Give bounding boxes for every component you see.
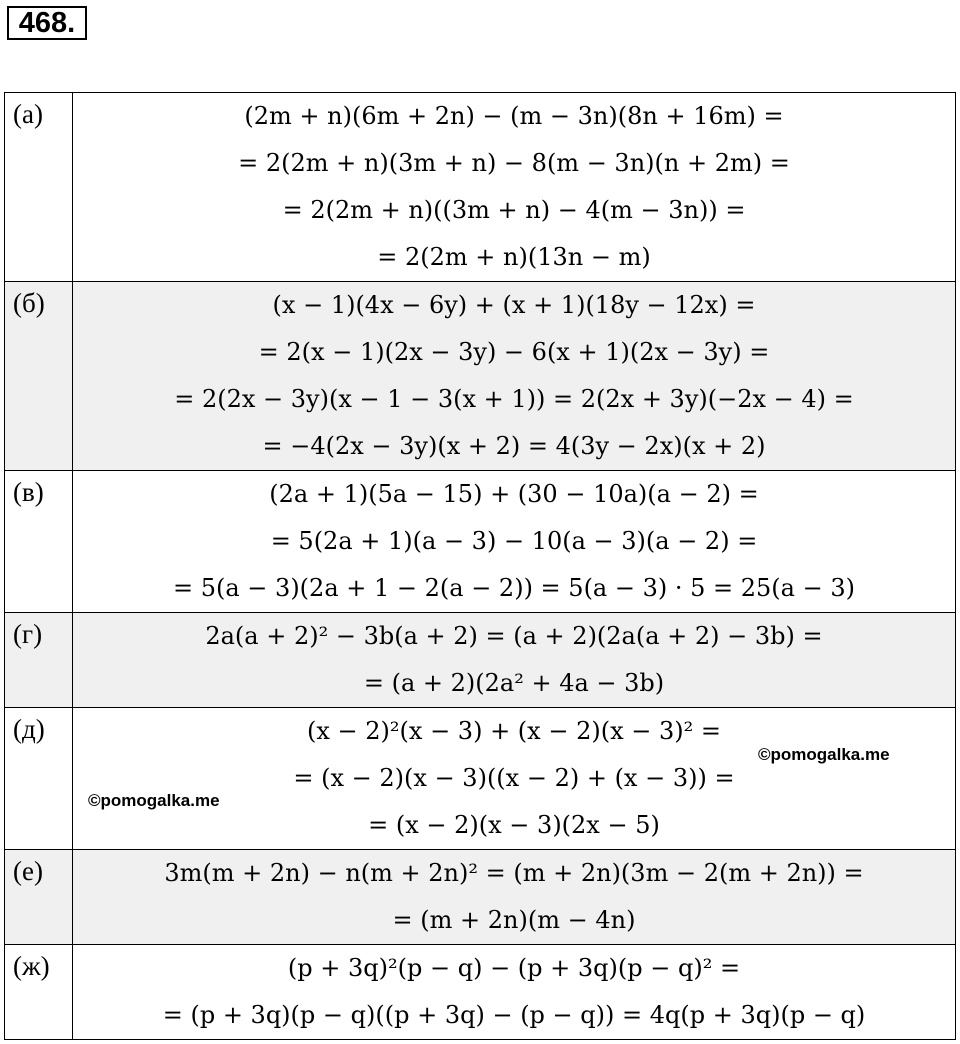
math-line: (2m + n)(6m + 2n) − (m − 3n)(8n + 16m) = bbox=[244, 102, 784, 130]
math-line: = 2(2m + n)(3m + n) − 8(m − 3n)(n + 2m) = bbox=[238, 149, 790, 177]
math-line: = 5(a − 3)(2a + 1 − 2(a − 2)) = 5(a − 3) · 5 = 25(a − 3) bbox=[173, 574, 855, 602]
math-cell bbox=[73, 282, 956, 471]
watermark: ©pomogalka.me bbox=[758, 745, 890, 764]
math-cell bbox=[73, 708, 956, 850]
math-cell bbox=[73, 93, 956, 282]
table-row bbox=[5, 850, 956, 945]
math-line: = (a + 2)(2a² + 4a − 3b) bbox=[363, 669, 665, 697]
math-line: = 2(2x − 3y)(x − 1 − 3(x + 1)) = 2(2x + 3y)(−2x − 4) = bbox=[174, 385, 854, 413]
row-label: (г) bbox=[5, 613, 73, 708]
math-line: 3m(m + 2n) − n(m + 2n)² = (m + 2n)(3m − 2(m + 2n)) = bbox=[164, 859, 864, 887]
math-line: (x − 1)(4x − 6y) + (x + 1)(18y − 12x) = bbox=[272, 291, 756, 319]
solution-table bbox=[4, 92, 956, 1040]
math-line: = (x − 2)(x − 3)((x − 2) + (x − 3)) = bbox=[293, 764, 735, 792]
math-line: = 2(x − 1)(2x − 3y) − 6(x + 1)(2x − 3y) = bbox=[258, 338, 770, 366]
watermark: ©pomogalka.me bbox=[88, 791, 220, 810]
table-row bbox=[5, 93, 956, 282]
math-line: 2a(a + 2)² − 3b(a + 2) = (a + 2)(2a(a + 2) − 3b) = bbox=[205, 622, 823, 650]
math-cell bbox=[73, 613, 956, 708]
row-label: (ж) bbox=[5, 945, 73, 1040]
row-label: (б) bbox=[5, 282, 73, 471]
math-line: = 2(2m + n)((3m + n) − 4(m − 3n)) = bbox=[282, 196, 746, 224]
math-line: (2a + 1)(5a − 15) + (30 − 10a)(a − 2) = bbox=[269, 480, 759, 508]
math-cell bbox=[73, 471, 956, 613]
row-label: (е) bbox=[5, 850, 73, 945]
math-line: = 2(2m + n)(13n − m) bbox=[377, 243, 651, 271]
row-label: (а) bbox=[5, 93, 73, 282]
math-line: = (p + 3q)(p − q)((p + 3q) − (p − q)) = 4q(p + 3q)(p − q) bbox=[162, 1001, 866, 1029]
math-cell bbox=[73, 945, 956, 1040]
math-line: = (m + 2n)(m − 4n) bbox=[392, 906, 636, 934]
row-label: (в) bbox=[5, 471, 73, 613]
math-line: = −4(2x − 3y)(x + 2) = 4(3y − 2x)(x + 2) bbox=[262, 432, 766, 460]
table-row bbox=[5, 613, 956, 708]
table-row bbox=[5, 282, 956, 471]
math-cell bbox=[73, 850, 956, 945]
row-label: (д) bbox=[5, 708, 73, 850]
math-line: = (x − 2)(x − 3)(2x − 5) bbox=[368, 811, 660, 839]
math-line: (p + 3q)²(p − q) − (p + 3q)(p − q)² = bbox=[287, 954, 741, 982]
problem-number: 468. bbox=[7, 6, 87, 40]
table-row bbox=[5, 471, 956, 613]
math-line: = 5(2a + 1)(a − 3) − 10(a − 3)(a − 2) = bbox=[270, 527, 758, 555]
table-row bbox=[5, 945, 956, 1040]
table-row bbox=[5, 708, 956, 850]
math-line: (x − 2)²(x − 3) + (x − 2)(x − 3)² = bbox=[307, 717, 721, 745]
